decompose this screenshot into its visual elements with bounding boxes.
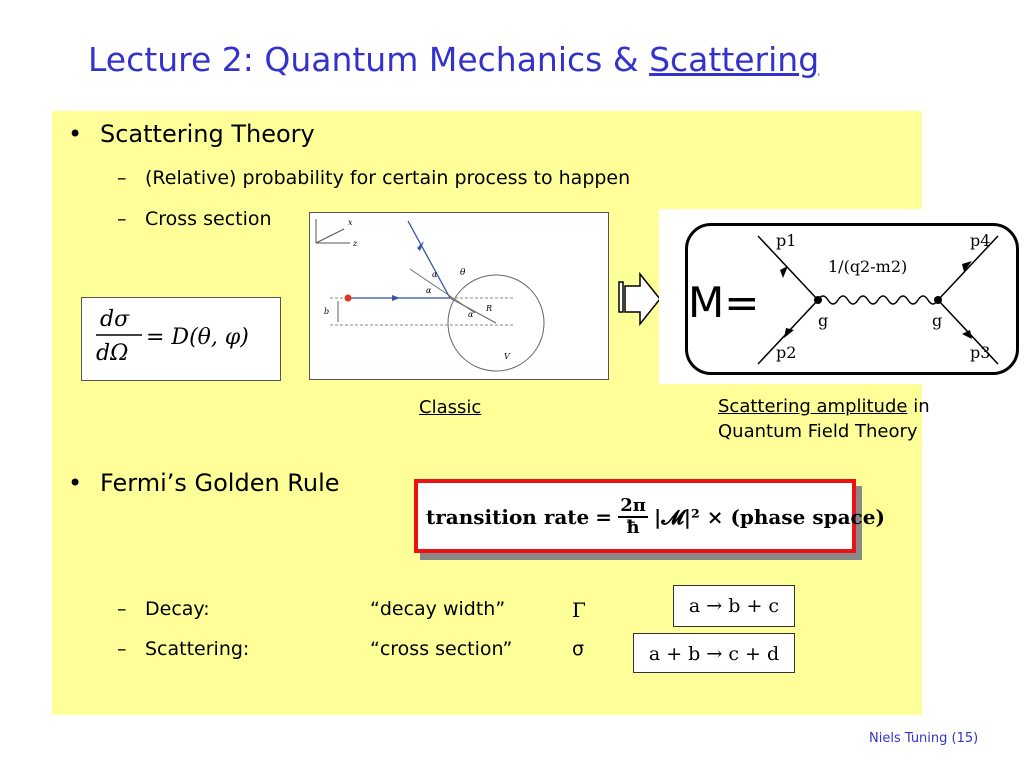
bullet-text: Scattering Theory [100, 120, 315, 148]
arrow-p2-icon [784, 328, 794, 338]
sub-relative [117, 167, 631, 189]
decay-symbol: Γ [572, 598, 586, 622]
transition-fraction [618, 496, 648, 538]
transition-label: transition rate [426, 505, 590, 529]
arrow-p4-icon [962, 261, 972, 272]
dash-icon: – [117, 167, 127, 189]
bullet-dot-icon: • [68, 469, 83, 497]
R-label: R [486, 304, 493, 313]
decay-label: Decay: [145, 598, 210, 620]
transition-equals: = [595, 505, 613, 529]
matrix-element-label: M= [688, 278, 760, 327]
bullet-scattering-theory [68, 120, 315, 148]
label-propagator: 1/(q2-m2) [828, 257, 908, 276]
classic-diagram-svg [310, 213, 608, 379]
slide-title [88, 40, 819, 79]
sub-cross-section [117, 208, 272, 230]
incoming-arrow-icon [392, 295, 400, 301]
scattering-process-box: a + b → c + d [633, 633, 795, 673]
transition-rate-box [414, 479, 885, 553]
transition-rate-formula [426, 496, 885, 538]
classic-scattering-diagram [309, 212, 609, 380]
arrow-p1-icon [780, 266, 788, 278]
label-g-right: g [932, 311, 943, 330]
sub-text: Cross section [145, 208, 272, 230]
row-decay-label [117, 598, 210, 620]
cross-section-equation [81, 297, 281, 381]
vertex-right [934, 296, 942, 304]
V-label: V [504, 352, 510, 361]
eq-denominator: dΩ [96, 341, 129, 366]
footer: Niels Tuning (15) [869, 731, 979, 746]
alpha-label-2: α [426, 286, 432, 295]
scattering-label: Scattering: [145, 638, 250, 660]
frac-num: 2π [620, 495, 646, 516]
axis-z-label: z [353, 239, 358, 248]
label-p4: p4 [970, 231, 991, 250]
amplitude-line2: Quantum Field Theory [718, 421, 918, 442]
dash-icon: – [117, 638, 127, 660]
vertex-left [814, 296, 822, 304]
frac-den: ħ [626, 517, 640, 538]
eq-rhs: = D(θ, φ) [146, 325, 249, 350]
arrow-bar [619, 282, 623, 312]
amplitude-caption [718, 394, 930, 444]
row-scattering-label [117, 638, 250, 660]
transition-matrix: |𝓜|² × (phase space) [654, 505, 885, 529]
eq-numerator: dσ [100, 307, 130, 332]
amplitude-rest: in [907, 396, 930, 417]
decay-process-box: a → b + c [673, 585, 795, 627]
theta-label: θ [460, 268, 466, 278]
decay-quote: “decay width” [370, 598, 506, 620]
scattering-symbol: σ [572, 638, 585, 660]
title-underlined: Scattering [649, 40, 820, 79]
block-arrow-icon [618, 272, 664, 330]
scattering-quote: “cross section” [370, 638, 513, 660]
bullet-dot-icon: • [68, 120, 83, 148]
alpha-label-1: α [432, 270, 438, 279]
axis-diag-line [316, 229, 344, 243]
bullet-text: Fermi’s Golden Rule [100, 469, 340, 497]
label-g-left: g [818, 311, 829, 330]
photon-propagator [818, 296, 938, 304]
alpha-label-3: α [468, 310, 474, 319]
particle-icon [345, 295, 352, 302]
equation-svg [82, 298, 280, 380]
sub-text: (Relative) probability for certain process to happen [145, 167, 631, 189]
title-main: Lecture 2: Quantum Mechanics & [88, 40, 650, 79]
label-p2: p2 [776, 343, 797, 362]
label-p1: p1 [776, 231, 797, 250]
label-p3: p3 [970, 343, 991, 362]
arrow-shape [625, 274, 660, 324]
dash-icon: – [117, 208, 127, 230]
amplitude-underlined: Scattering amplitude [718, 396, 908, 417]
bullet-fermi-golden-rule [68, 469, 340, 497]
axis-x-label: x [348, 218, 353, 227]
b-label: b [324, 307, 330, 316]
classic-caption: Classic [419, 397, 482, 418]
dash-icon: – [117, 598, 127, 620]
